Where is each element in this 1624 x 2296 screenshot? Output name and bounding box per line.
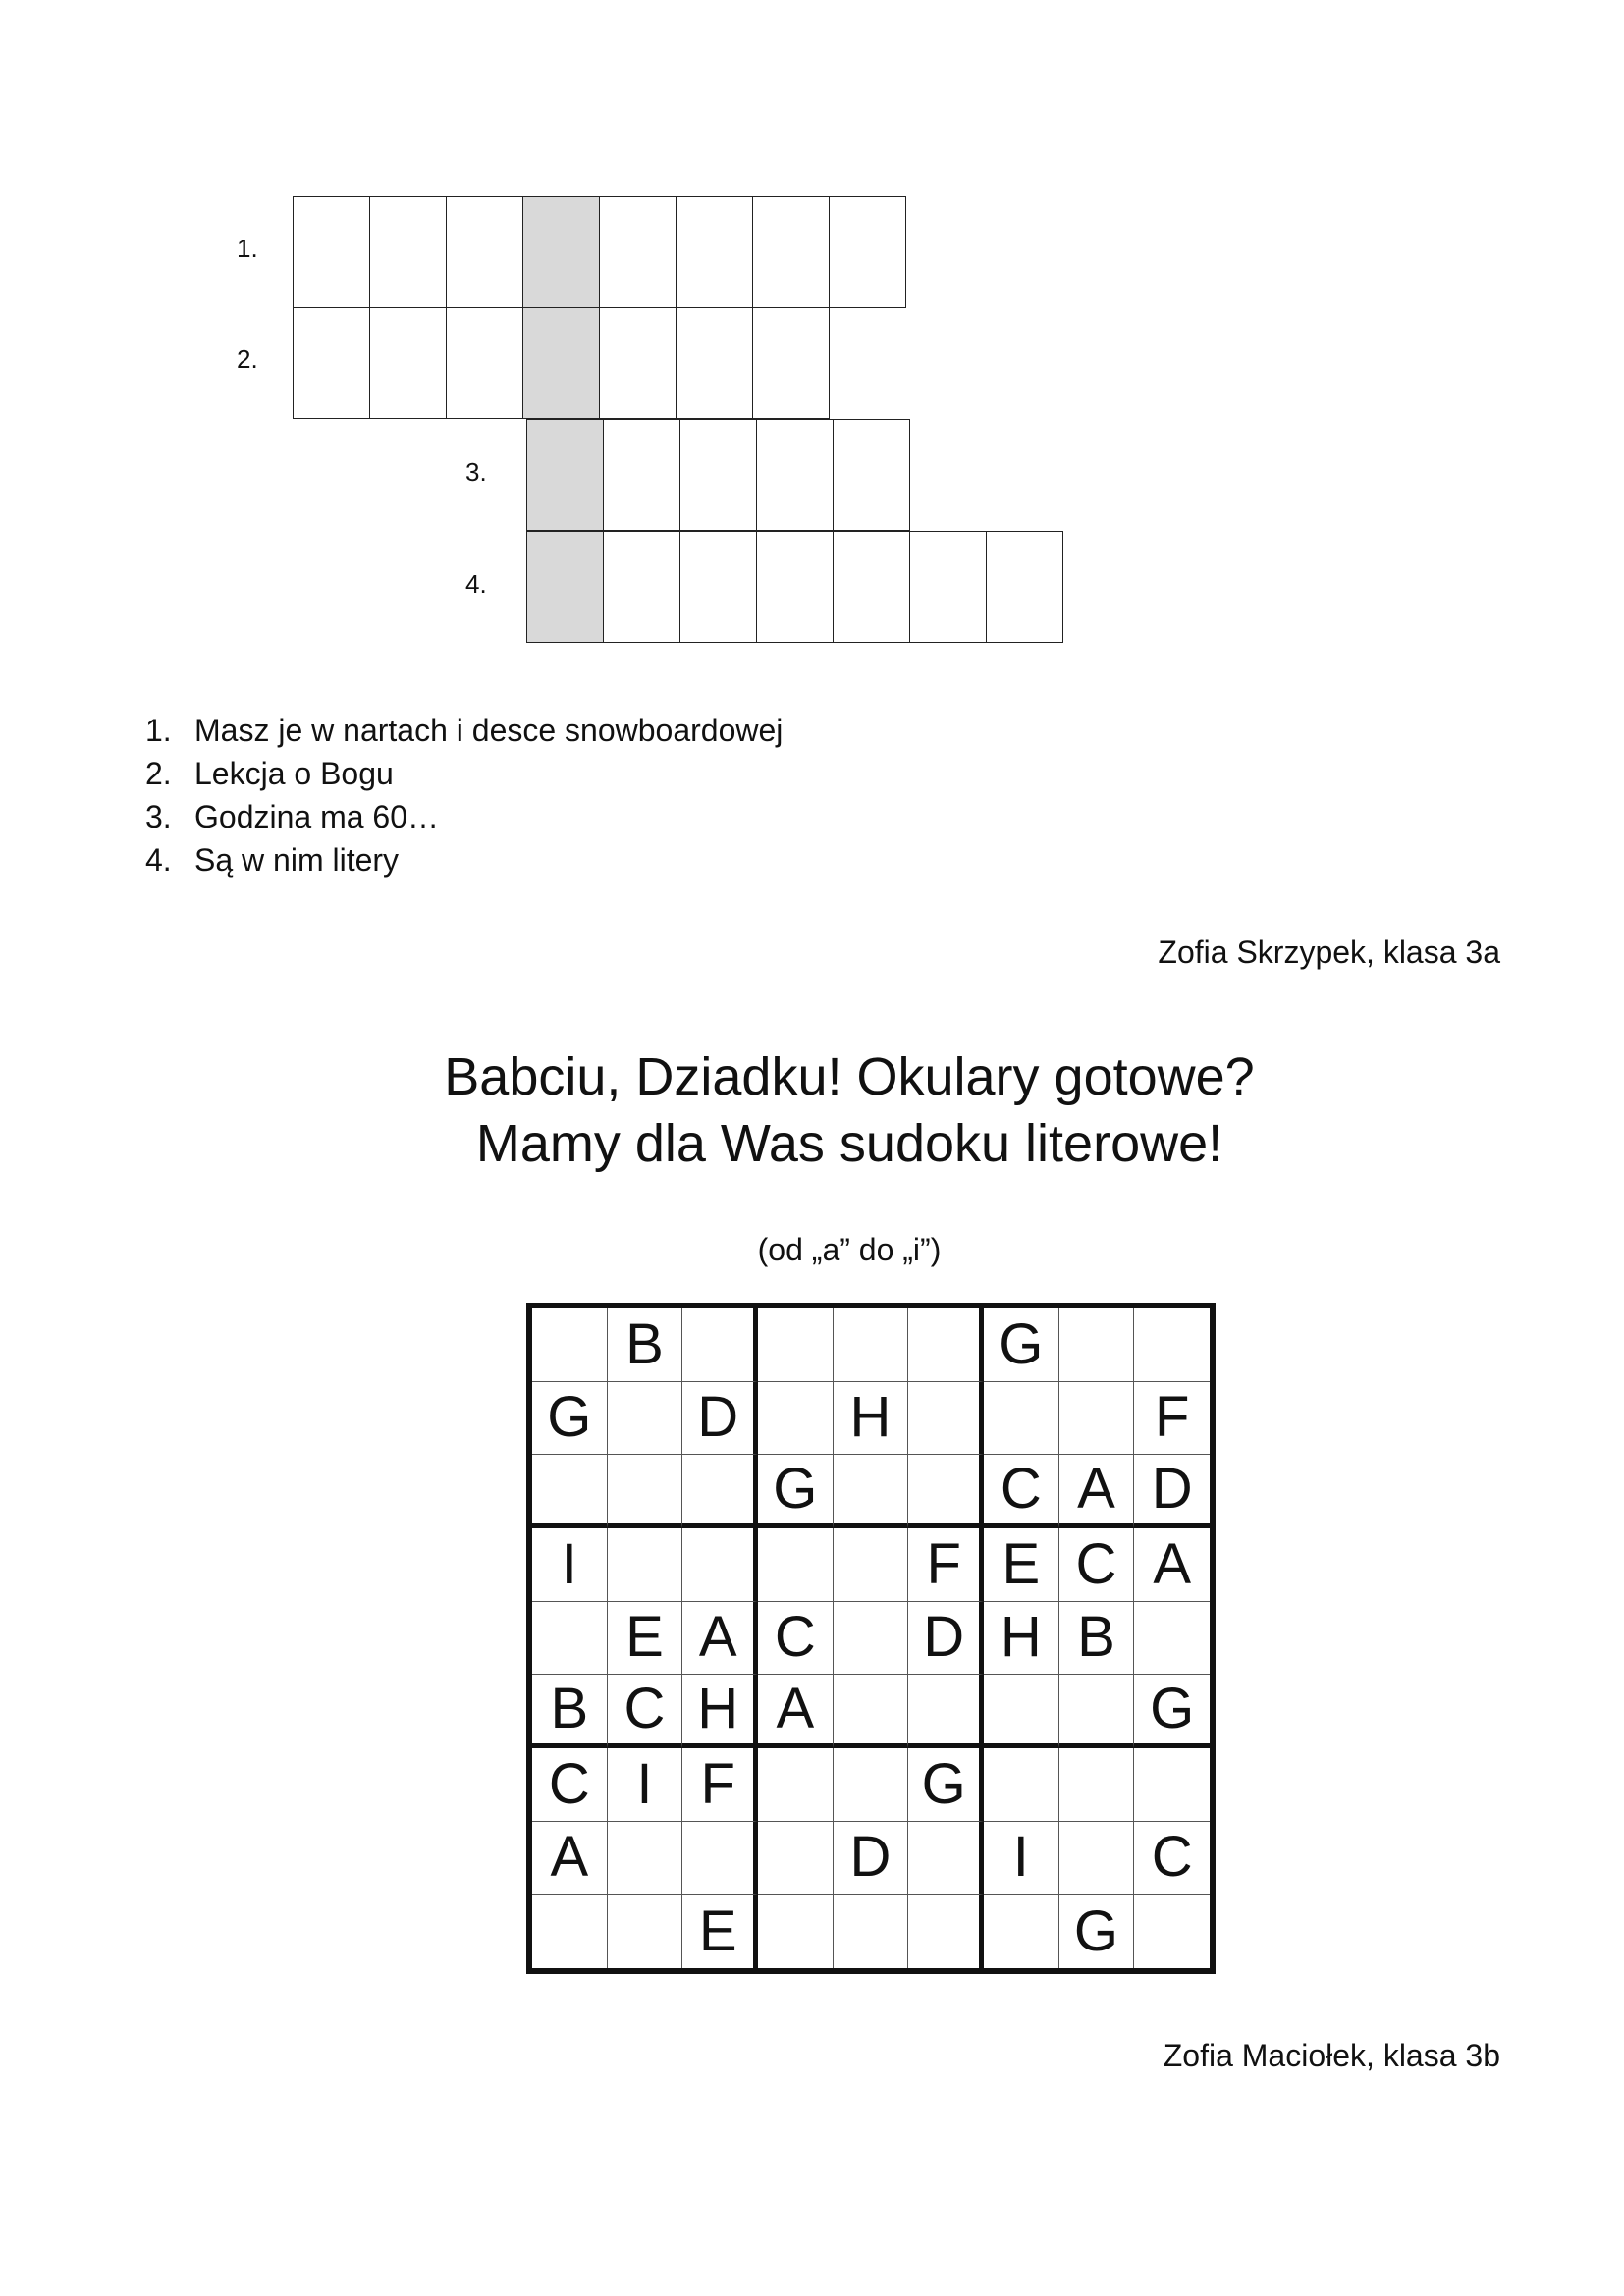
sudoku-empty-cell[interactable]: [834, 1675, 909, 1748]
sudoku-given-cell: G: [758, 1455, 834, 1528]
sudoku-given-cell: C: [1059, 1528, 1135, 1602]
crossword-cell[interactable]: [293, 196, 370, 308]
sudoku-empty-cell[interactable]: [984, 1675, 1059, 1748]
sudoku-empty-cell[interactable]: [984, 1895, 1059, 1968]
clue-number: 1.: [145, 713, 172, 748]
clue-text: Godzina ma 60…: [194, 799, 440, 834]
crossword-cell[interactable]: [369, 307, 447, 419]
clue-item: [145, 838, 783, 881]
crossword-cell[interactable]: [679, 531, 757, 643]
sudoku-given-cell: G: [1059, 1895, 1135, 1968]
clue-item: [145, 795, 783, 838]
sudoku-empty-cell[interactable]: [834, 1528, 909, 1602]
clue-number: 3.: [145, 799, 172, 834]
sudoku-given-cell: C: [608, 1675, 683, 1748]
sudoku-given-cell: E: [608, 1602, 683, 1676]
sudoku-empty-cell[interactable]: [908, 1382, 984, 1456]
sudoku-empty-cell[interactable]: [1134, 1748, 1210, 1822]
crossword-row-1: [294, 196, 906, 308]
sudoku-given-cell: I: [532, 1528, 608, 1602]
crossword-clues: [145, 709, 783, 881]
sudoku-given-cell: F: [682, 1748, 758, 1822]
crossword-grid: [0, 0, 1624, 687]
sudoku-given-cell: G: [532, 1382, 608, 1456]
crossword-cell[interactable]: [752, 196, 830, 308]
crossword-cell[interactable]: [603, 531, 680, 643]
clue-text: Są w nim litery: [194, 842, 400, 878]
sudoku-empty-cell[interactable]: [682, 1308, 758, 1382]
crossword-cell[interactable]: [603, 419, 680, 531]
sudoku-empty-cell[interactable]: [1059, 1675, 1135, 1748]
clue-number: 4.: [145, 842, 172, 878]
sudoku-given-cell: B: [608, 1308, 683, 1382]
clue-text: Lekcja o Bogu: [194, 756, 394, 791]
sudoku-given-cell: F: [908, 1528, 984, 1602]
sudoku-empty-cell[interactable]: [758, 1822, 834, 1896]
sudoku-given-cell: D: [682, 1382, 758, 1456]
sudoku-given-cell: A: [1059, 1455, 1135, 1528]
sudoku-empty-cell[interactable]: [1134, 1602, 1210, 1676]
sudoku-given-cell: F: [1134, 1382, 1210, 1456]
sudoku-empty-cell[interactable]: [1059, 1748, 1135, 1822]
crossword-cell[interactable]: [446, 196, 523, 308]
sudoku-empty-cell[interactable]: [1134, 1308, 1210, 1382]
sudoku-given-cell: A: [532, 1822, 608, 1896]
crossword-cell[interactable]: [676, 307, 753, 419]
sudoku-given-cell: I: [984, 1822, 1059, 1896]
crossword-cell[interactable]: [446, 307, 523, 419]
crossword-cell[interactable]: [756, 419, 834, 531]
sudoku-empty-cell[interactable]: [758, 1748, 834, 1822]
sudoku-empty-cell[interactable]: [908, 1455, 984, 1528]
crossword-cell[interactable]: [293, 307, 370, 419]
crossword-solution-cell[interactable]: [522, 307, 600, 419]
sudoku-given-cell: D: [834, 1822, 909, 1896]
crossword-cell[interactable]: [679, 419, 757, 531]
crossword-cell[interactable]: [833, 419, 910, 531]
clue-item: [145, 752, 783, 795]
crossword-cell[interactable]: [909, 531, 987, 643]
sudoku-empty-cell[interactable]: [682, 1455, 758, 1528]
crossword-cell[interactable]: [369, 196, 447, 308]
crossword-cell[interactable]: [756, 531, 834, 643]
sudoku-subtitle: (od „a” do „i”): [757, 1232, 942, 1267]
sudoku-empty-cell[interactable]: [608, 1528, 683, 1602]
crossword-number-3: 3.: [465, 457, 487, 487]
sudoku-given-cell: C: [984, 1455, 1059, 1528]
sudoku-empty-cell[interactable]: [984, 1382, 1059, 1456]
sudoku-given-cell: H: [834, 1382, 909, 1456]
sudoku-author: Zofia Maciołek, klasa 3b: [1163, 2038, 1500, 2073]
clue-number: 2.: [145, 756, 172, 791]
sudoku-empty-cell[interactable]: [532, 1455, 608, 1528]
sudoku-given-cell: B: [532, 1675, 608, 1748]
sudoku-title-line-2: Mamy dla Was sudoku literowe!: [475, 1114, 1223, 1173]
sudoku-title-line-1: Babciu, Dziadku! Okulary gotowe?: [444, 1047, 1255, 1106]
sudoku-given-cell: A: [758, 1675, 834, 1748]
sudoku-given-cell: B: [1059, 1602, 1135, 1676]
sudoku-given-cell: A: [682, 1602, 758, 1676]
sudoku-empty-cell[interactable]: [682, 1528, 758, 1602]
sudoku-empty-cell[interactable]: [532, 1308, 608, 1382]
sudoku-given-cell: I: [608, 1748, 683, 1822]
clue-text: Masz je w nartach i desce snowboardowej: [194, 713, 784, 748]
sudoku-empty-cell[interactable]: [908, 1895, 984, 1968]
sudoku-given-cell: H: [682, 1675, 758, 1748]
sudoku-empty-cell[interactable]: [758, 1895, 834, 1968]
crossword-cell[interactable]: [676, 196, 753, 308]
sudoku-given-cell: E: [984, 1528, 1059, 1602]
sudoku-empty-cell[interactable]: [834, 1602, 909, 1676]
sudoku-given-cell: D: [908, 1602, 984, 1676]
sudoku-given-cell: E: [682, 1895, 758, 1968]
sudoku-empty-cell[interactable]: [834, 1455, 909, 1528]
crossword-row-2: [294, 307, 830, 419]
crossword-cell[interactable]: [829, 196, 906, 308]
sudoku-given-cell: A: [1134, 1528, 1210, 1602]
sudoku-empty-cell[interactable]: [1134, 1895, 1210, 1968]
sudoku-empty-cell[interactable]: [908, 1308, 984, 1382]
sudoku-empty-cell[interactable]: [1059, 1822, 1135, 1896]
sudoku-empty-cell[interactable]: [608, 1822, 683, 1896]
sudoku-empty-cell[interactable]: [532, 1895, 608, 1968]
crossword-row-3: [527, 419, 910, 531]
sudoku-empty-cell[interactable]: [1059, 1308, 1135, 1382]
sudoku-empty-cell[interactable]: [834, 1748, 909, 1822]
crossword-row-4: [527, 531, 1063, 643]
sudoku-empty-cell[interactable]: [1059, 1382, 1135, 1456]
sudoku-empty-cell[interactable]: [834, 1895, 909, 1968]
sudoku-empty-cell[interactable]: [834, 1308, 909, 1382]
crossword-solution-cell[interactable]: [522, 196, 600, 308]
crossword-solution-cell[interactable]: [526, 419, 604, 531]
sudoku-empty-cell[interactable]: [758, 1382, 834, 1456]
crossword-cell[interactable]: [752, 307, 830, 419]
sudoku-empty-cell[interactable]: [908, 1675, 984, 1748]
crossword-number-4: 4.: [465, 569, 487, 599]
sudoku-given-cell: D: [1134, 1455, 1210, 1528]
sudoku-given-cell: C: [532, 1748, 608, 1822]
sudoku-empty-cell[interactable]: [608, 1895, 683, 1968]
sudoku-given-cell: G: [1134, 1675, 1210, 1748]
crossword-solution-cell[interactable]: [526, 531, 604, 643]
crossword-cell[interactable]: [986, 531, 1063, 643]
sudoku-empty-cell[interactable]: [984, 1748, 1059, 1822]
sudoku-empty-cell[interactable]: [682, 1822, 758, 1896]
crossword-cell[interactable]: [599, 307, 677, 419]
sudoku-empty-cell[interactable]: [908, 1822, 984, 1896]
sudoku-empty-cell[interactable]: [758, 1528, 834, 1602]
clue-item: [145, 709, 783, 752]
crossword-number-2: 2.: [237, 345, 258, 374]
crossword-cell[interactable]: [833, 531, 910, 643]
sudoku-given-cell: C: [758, 1602, 834, 1676]
crossword-cell[interactable]: [599, 196, 677, 308]
sudoku-given-cell: G: [908, 1748, 984, 1822]
sudoku-empty-cell[interactable]: [608, 1455, 683, 1528]
crossword-number-1: 1.: [237, 234, 258, 263]
sudoku-empty-cell[interactable]: [608, 1382, 683, 1456]
sudoku-given-cell: C: [1134, 1822, 1210, 1896]
sudoku-grid: [526, 1303, 1216, 1974]
sudoku-given-cell: H: [984, 1602, 1059, 1676]
sudoku-empty-cell[interactable]: [758, 1308, 834, 1382]
sudoku-empty-cell[interactable]: [532, 1602, 608, 1676]
sudoku-given-cell: G: [984, 1308, 1059, 1382]
crossword-author: Zofia Skrzypek, klasa 3a: [1158, 934, 1500, 970]
